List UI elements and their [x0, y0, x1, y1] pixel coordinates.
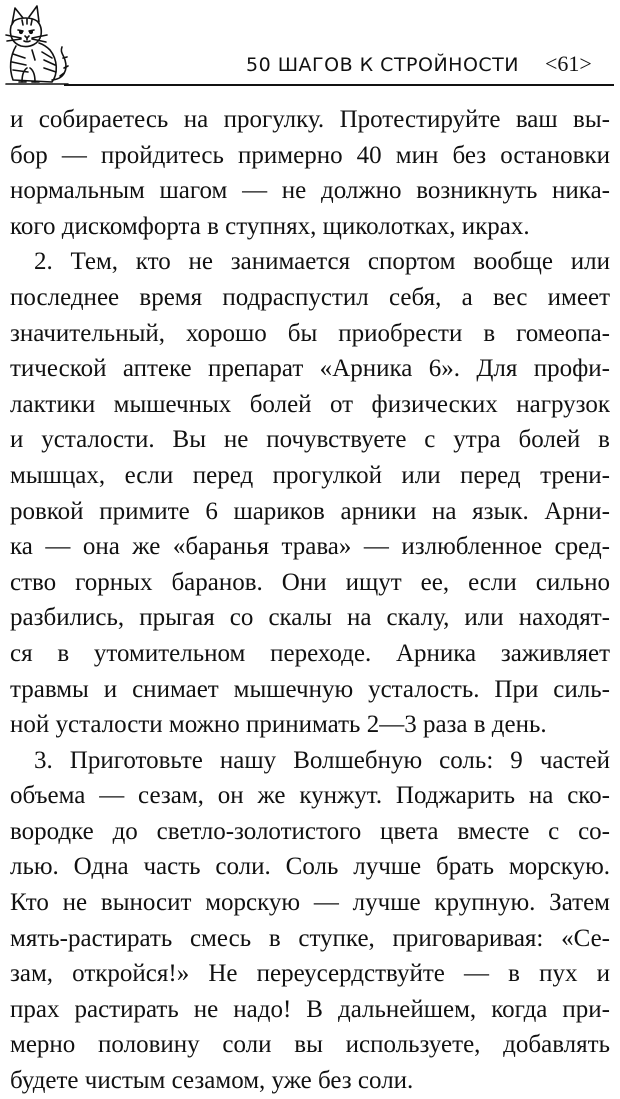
text-line: травмы и снимает мышечную усталость. При силь- [10, 675, 610, 703]
paragraph-3 [10, 743, 610, 1099]
text-line: ровкой примите 6 шариков арники на язык. Арни- [10, 497, 610, 525]
text-line: 2. Тем, кто не занимается спортом вообще или [34, 248, 610, 276]
text-line: 3. Приготовьте нашу Волшебную соль: 9 частей [34, 746, 610, 774]
text-line: последнее время подраспустил себя, а вес имеет [10, 283, 610, 311]
text-line: нормальным шагом — не должно возникнуть ника- [10, 177, 610, 205]
header-rule [64, 84, 614, 86]
text-line: мять-растирать смесь в ступке, приговаривая: «Се- [10, 924, 610, 952]
paragraph-1 [10, 102, 610, 244]
cat-sketch-icon [2, 2, 72, 86]
text-line: и собираетесь на прогулку. Протестируйте ваш вы- [10, 106, 610, 133]
text-line: ся в утомительном переходе. Арника заживляет [10, 639, 610, 667]
body-text [10, 102, 610, 1099]
text-line: тической аптеке препарат «Арника 6». Для профи- [10, 355, 610, 383]
page-number: <61> [545, 51, 592, 76]
running-title: 50 ШАГОВ К СТРОЙНОСТИ [246, 54, 520, 76]
text-line: лактики мышечных болей от физических нагрузок [10, 390, 610, 418]
text-line: прах растирать не надо! В дальнейшем, когда при- [10, 995, 610, 1023]
text-line: значительный, хорошо бы приобрести в гомеопа- [10, 319, 610, 347]
text-line: объема — сезам, он же кунжут. Поджарить на ско- [10, 782, 610, 810]
text-line: ка — она же «баранья трава» — излюбленное сред- [10, 533, 610, 561]
text-line: вородке до светло-золотистого цвета вместе с со- [10, 817, 610, 845]
paragraph-2 [10, 244, 610, 742]
text-line: кого дискомфорта в ступнях, щиколотках, икрах. [10, 212, 530, 240]
text-line: Кто не выносит морскую — лучше крупную. Затем [10, 889, 610, 917]
text-line: ство горных баранов. Они ищут ее, если сильно [10, 568, 610, 596]
text-line: бор — пройдитесь примерно 40 мин без остановки [10, 141, 610, 169]
text-line: лью. Одна часть соли. Соль лучше брать морскую. [10, 853, 610, 881]
text-line: разбились, прыгая со скалы на скалу, или находят- [10, 604, 610, 632]
text-line: будете чистым сезамом, уже без соли. [10, 1067, 414, 1095]
text-line: мерно половину соли вы используете, добавлять [10, 1031, 610, 1059]
text-line: ной усталости можно принимать 2—3 раза в день. [10, 711, 547, 739]
page-header [0, 0, 620, 96]
text-line: и усталости. Вы не почувствуете с утра болей в [10, 426, 610, 454]
text-line: мышцах, если перед прогулкой или перед трени- [10, 461, 610, 489]
text-line: зам, откройся!» Не переусердствуйте — в пух и [10, 960, 610, 988]
